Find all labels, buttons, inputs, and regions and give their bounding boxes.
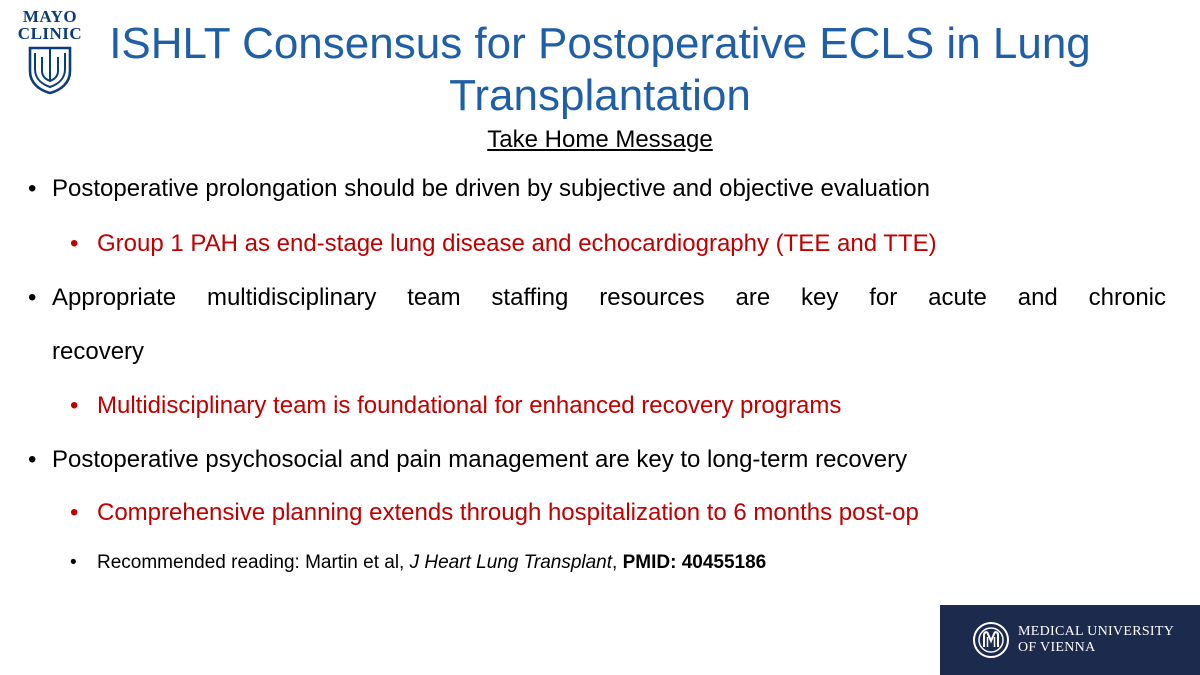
sub-bullet-item [70,230,1160,258]
slide-subtitle: Take Home Message [487,126,713,153]
bullet-item [28,284,1166,312]
bullet-text-line1: Appropriate multidisciplinary team staffing resources are key for acute and chronic [52,284,1166,311]
sub-bullet-text: Group 1 PAH as end-stage lung disease and echocardiography (TEE and TTE) [97,230,937,257]
bullet-text: Postoperative psychosocial and pain management are key to long-term recovery [52,446,908,473]
vienna-logo-text [1018,624,1174,656]
medical-university-vienna-logo [940,605,1200,675]
reference-prefix: Recommended reading: Martin et al, [97,552,410,573]
sub-bullet-item [70,499,1160,527]
mayo-logo-line2: CLINIC [17,24,83,43]
bullet-dot-icon: • [70,499,79,526]
reference-item [70,551,1070,575]
bullet-dot-icon: • [70,392,79,419]
mayo-logo-line1: MAYO [22,7,78,26]
sub-bullet-text: Comprehensive planning extends through hospitalization to 6 months post-op [97,499,919,526]
bullet-dot-icon: • [28,284,37,311]
slide-title: ISHLT Consensus for Postoperative ECLS in Lung Transplantation [109,19,1091,120]
sub-bullet-text: Multidisciplinary team is foundational for enhanced recovery programs [97,392,842,419]
reference-pmid: PMID: 40455186 [622,552,767,573]
bullet-text: Postoperative prolongation should be driven by subjective and objective evaluation [52,175,930,202]
bullet-item [28,446,1166,474]
reference-journal: J Heart Lung Transplant [409,552,613,573]
bullet-text-line2: recovery [52,338,145,365]
sub-bullet-item [70,392,1160,420]
bullet-item [28,175,1166,203]
reference-separator: , [612,552,623,573]
vienna-logo-line2: OF VIENNA [1018,640,1096,655]
bullet-dot-icon: • [70,230,79,257]
reference-text [97,551,1070,575]
bullet-dot-icon: • [28,446,37,473]
bullet-dot-icon: • [28,175,37,202]
bullet-dot-icon: • [70,552,77,573]
vienna-logo-line1: MEDICAL UNIVERSITY [1018,624,1175,639]
vienna-emblem-icon [972,621,1010,659]
